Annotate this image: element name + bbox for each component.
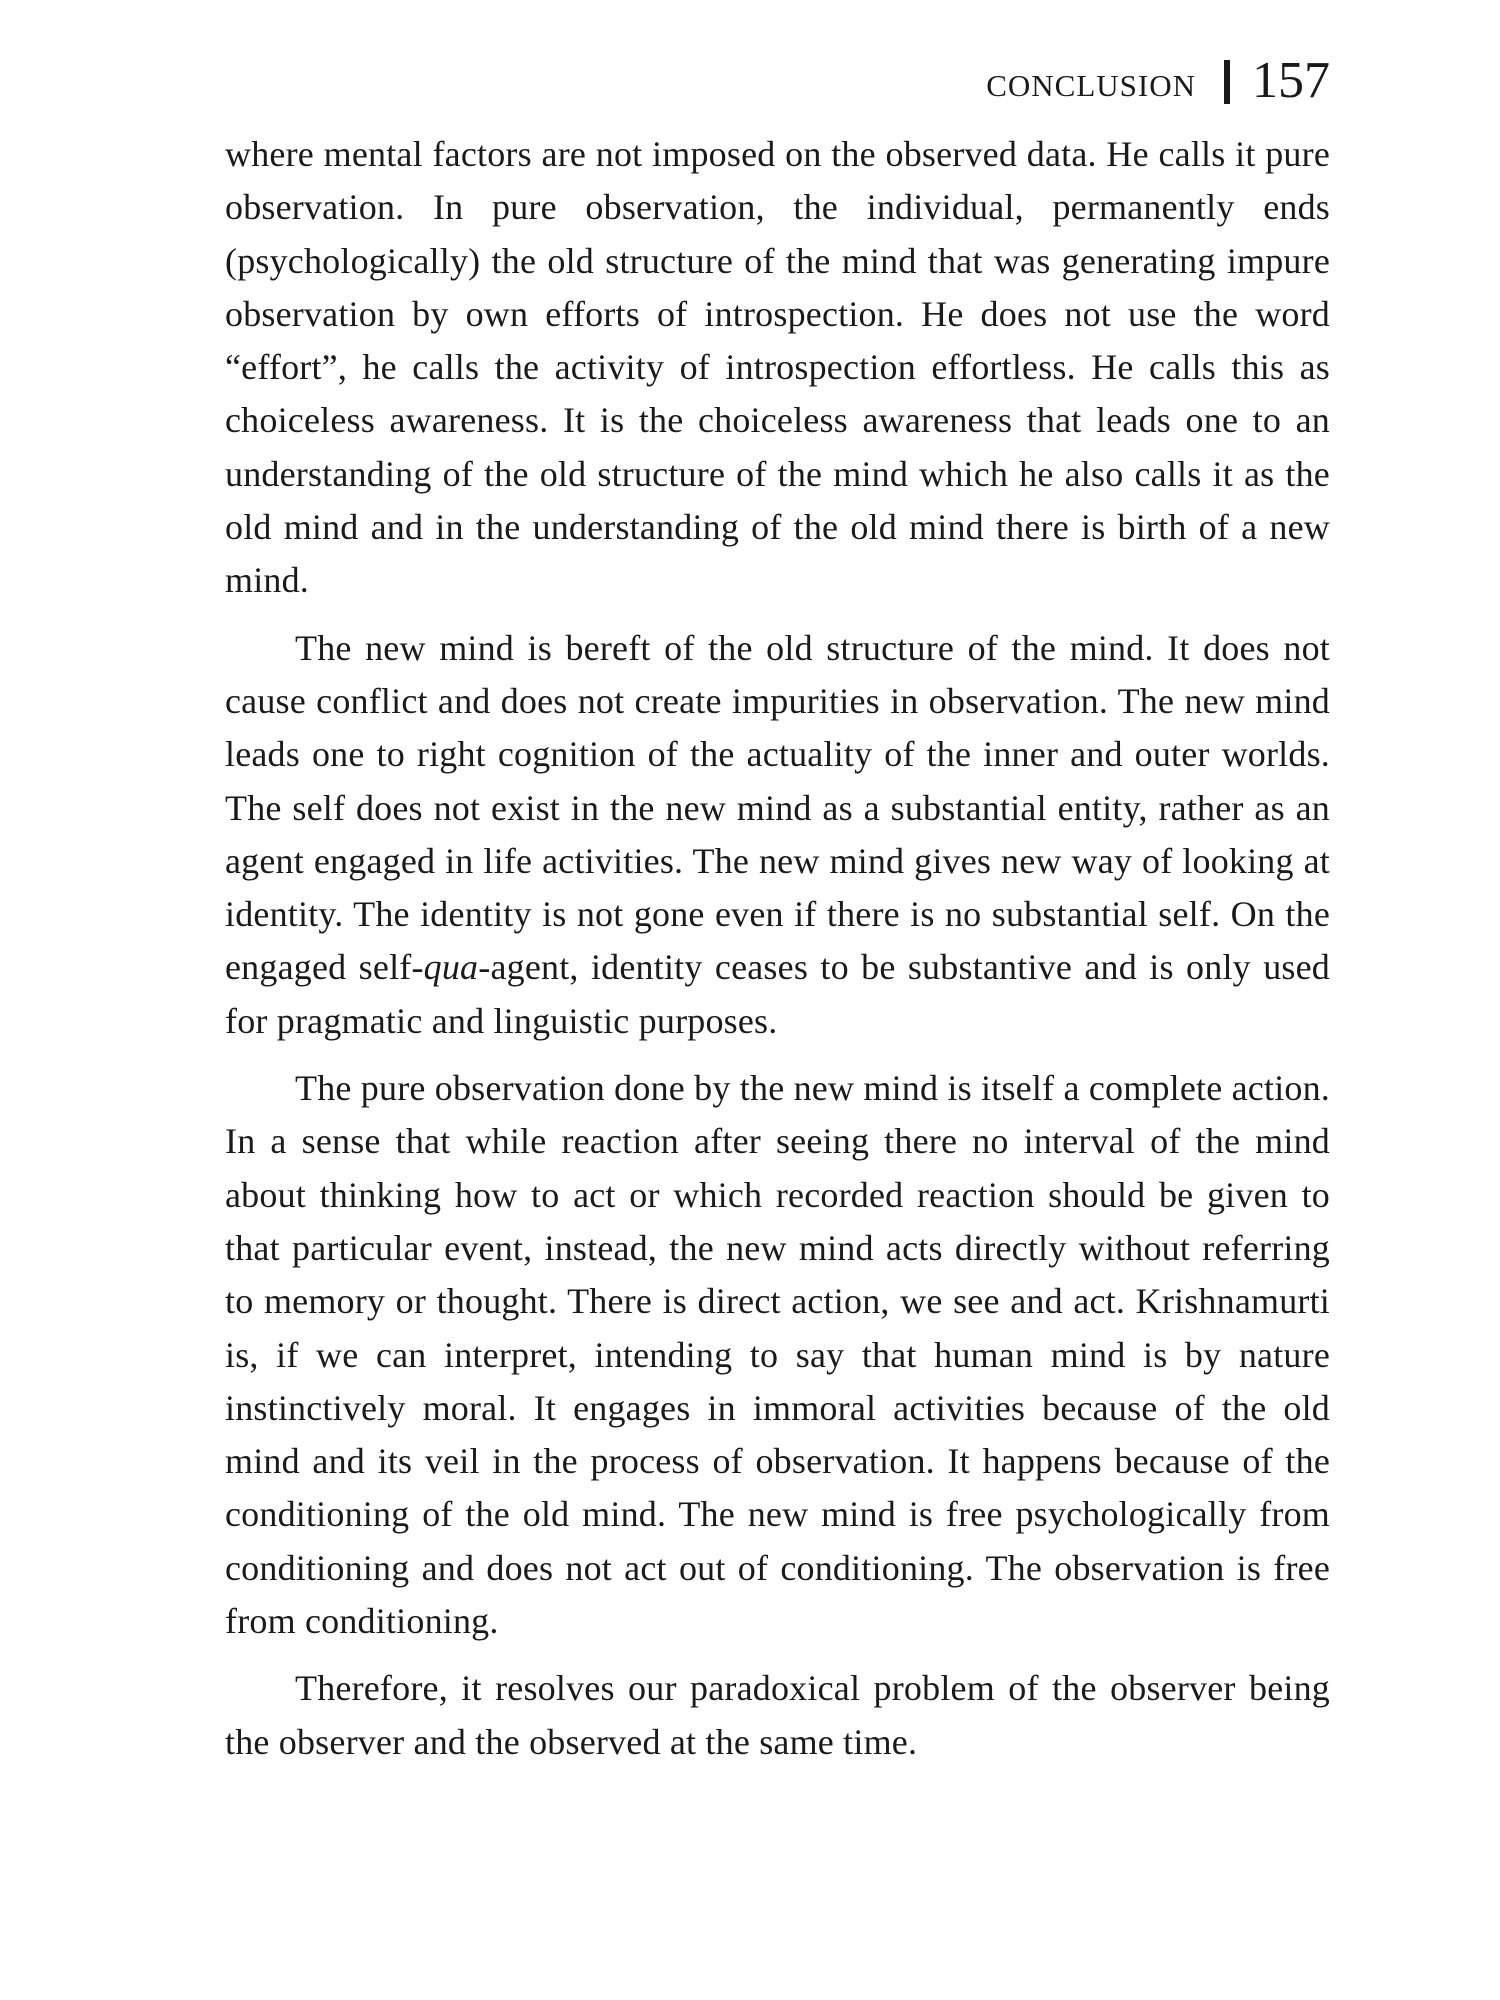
running-head <box>986 50 1330 110</box>
paragraph-3: The pure observation done by the new mind is itself a complete action. In a sense that while reaction after seeing there no interval of the mind about thinking how to act or which recorded reaction should be given to that particular event, instead, the new mind acts directly without referring to memory or thought. There is direct action, we see and act. Krishnamurti is, if we can interpret, intending to say that human mind is by nature instinctively moral. It engages in immoral activities because of the old mind and its veil in the process of observation. It happens because of the conditioning of the old mind. The new mind is free psychologically from conditioning and does not act out of conditioning. The observation is free from conditioning. <box>225 1068 1330 1642</box>
paragraph-2-part-1: The new mind is bereft of the old structure of the mind. It does not cause conflict and does not create impurities in observation. The new mind leads one to right cognition of the actuality of the inner and outer worlds. The self does not exist in the new mind as a substantial entity, rather as an agent engaged in life activities. The new mind gives new way of looking at identity. The identity is not gone even if there is no substantial self. On the engaged self- <box>225 627 1330 988</box>
paragraph-4: Therefore, it resolves our paradoxical problem of the observer being the observer and the observed at the same time. <box>225 1668 1330 1762</box>
paragraph-2 <box>225 622 1330 1048</box>
page-number: 157 <box>1252 51 1330 109</box>
paragraph-2-italic-term: qua <box>423 947 479 988</box>
paragraph-2-part-2: -agent, identity ceases to be substantive and is only used for pragmatic and linguistic purposes. <box>225 947 1330 1041</box>
section-title: CONCLUSION <box>986 68 1196 103</box>
header-divider <box>1224 60 1230 104</box>
paragraph-1: where mental factors are not imposed on the observed data. He calls it pure observation. In pure observation, the individual, permanently ends (psychologically) the old structure of the mind that was generating impure observation by own efforts of introspection. He does not use the word “effort”, he calls the activity of introspection effortless. He calls this as choiceless awareness. It is the choiceless awareness that leads one to an understanding of the old structure of the mind which he also calls it as the old mind and in the understanding of the old mind there is birth of a new mind. <box>225 134 1330 601</box>
body-text <box>225 128 1330 1783</box>
